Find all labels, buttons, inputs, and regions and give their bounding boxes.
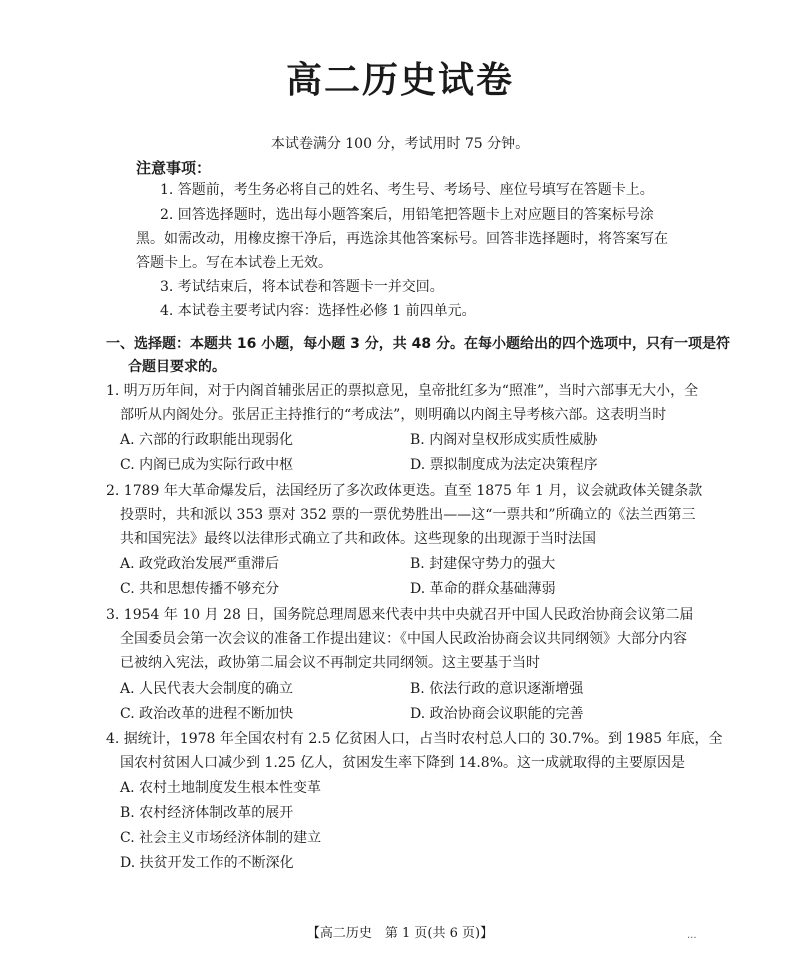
notice-line: 3. 考试结束后，将本试卷和答题卡一并交回。	[160, 279, 444, 295]
question-2-stem: 投票时，共和派以 353 票对 352 票的一票优势胜出——这“一票共和”所确立的《法兰西第三	[120, 507, 696, 523]
question-2-stem: 共和国宪法》最终以法律形式确立了共和政体。这些现象的出现源于当时法国	[120, 531, 596, 547]
question-1-option-d: D. 票拟制度成为法定决策程序	[410, 457, 598, 473]
question-2-option-b: B. 封建保守势力的强大	[410, 556, 556, 572]
question-4-option-d: D. 扶贫开发工作的不断深化	[120, 855, 294, 871]
question-1-option-b: B. 内阁对皇权形成实质性威胁	[410, 432, 598, 448]
question-3-option-b: B. 依法行政的意识逐渐增强	[410, 681, 584, 697]
question-3-option-a: A. 人民代表大会制度的确立	[120, 681, 294, 697]
question-3-stem: 已被纳入宪法，政协第二届会议不再制定共同纲领。这主要基于当时	[120, 655, 540, 671]
question-4-stem: 4. 据统计，1978 年全国农村有 2.5 亿贫困人口，占当时农村总人口的 30.7%。到 1985 年底，全	[106, 731, 723, 747]
question-3-stem: 3. 1954 年 10 月 28 日，国务院总理周恩来代表中共中央就召开中国人民政治协商会议第二届	[106, 607, 694, 623]
corner-mark: ...	[687, 930, 697, 941]
page-title: 高二历史试卷	[285, 60, 514, 101]
question-2-option-d: D. 革命的群众基础薄弱	[410, 581, 556, 597]
question-2-option-c: C. 共和思想传播不够充分	[120, 581, 280, 597]
page-footer: 【高二历史 第 1 页(共 6 页)】	[306, 926, 494, 941]
question-1-option-c: C. 内阁已成为实际行政中枢	[120, 457, 294, 473]
question-1-stem: 1. 明万历年间，对于内阁首辅张居正的票拟意见，皇帝批红多为“照准”，当时六部事无大小，全	[106, 383, 699, 399]
question-1-stem: 部听从内阁处分。张居正主持推行的“考成法”，则明确以内阁主导考核六部。这表明当时	[120, 407, 667, 423]
question-3-stem: 全国委员会第一次会议的准备工作提出建议：《中国人民政治协商会议共同纲领》大部分内容	[120, 631, 687, 647]
question-4-stem: 国农村贫困人口减少到 1.25 亿人，贫困发生率下降到 14.8%。这一成就取得的主要原因是	[120, 755, 685, 771]
question-2-stem: 2. 1789 年大革命爆发后，法国经历了多次政体更迭。直至 1875 年 1 月，议会就政体关键条款	[106, 483, 703, 499]
question-1-option-a: A. 六部的行政职能出现弱化	[120, 432, 294, 448]
notice-line: 1. 答题前，考生务必将自己的姓名、考生号、考场号、座位号填写在答题卡上。	[160, 182, 654, 198]
question-3-option-c: C. 政治改革的进程不断加快	[120, 706, 294, 722]
notice-line: 4. 本试卷主要考试内容：选择性必修 1 前四单元。	[160, 303, 476, 319]
notice-line: 黑。如需改动，用橡皮擦干净后，再选涂其他答案标号。回答非选择题时，将答案写在	[136, 231, 668, 247]
section-heading: 一、选择题：本题共 16 小题，每小题 3 分，共 48 分。在每小题给出的四个选项中，只有一项是符	[106, 336, 730, 352]
section-heading-cont: 合题目要求的。	[128, 359, 226, 375]
notice-line: 答题卡上。写在本试卷上无效。	[136, 255, 332, 271]
exam-info: 本试卷满分 100 分，考试用时 75 分钟。	[270, 136, 530, 152]
question-4-option-c: C. 社会主义市场经济体制的建立	[120, 830, 322, 846]
question-2-option-a: A. 政党政治发展严重滞后	[120, 556, 280, 572]
notice-heading: 注意事项：	[136, 159, 212, 177]
notice-line: 2. 回答选择题时，选出每小题答案后，用铅笔把答题卡上对应题目的答案标号涂	[160, 207, 654, 223]
question-4-option-b: B. 农村经济体制改革的展开	[120, 805, 294, 821]
question-3-option-d: D. 政治协商会议职能的完善	[410, 706, 584, 722]
question-4-option-a: A. 农村土地制度发生根本性变革	[120, 780, 322, 796]
